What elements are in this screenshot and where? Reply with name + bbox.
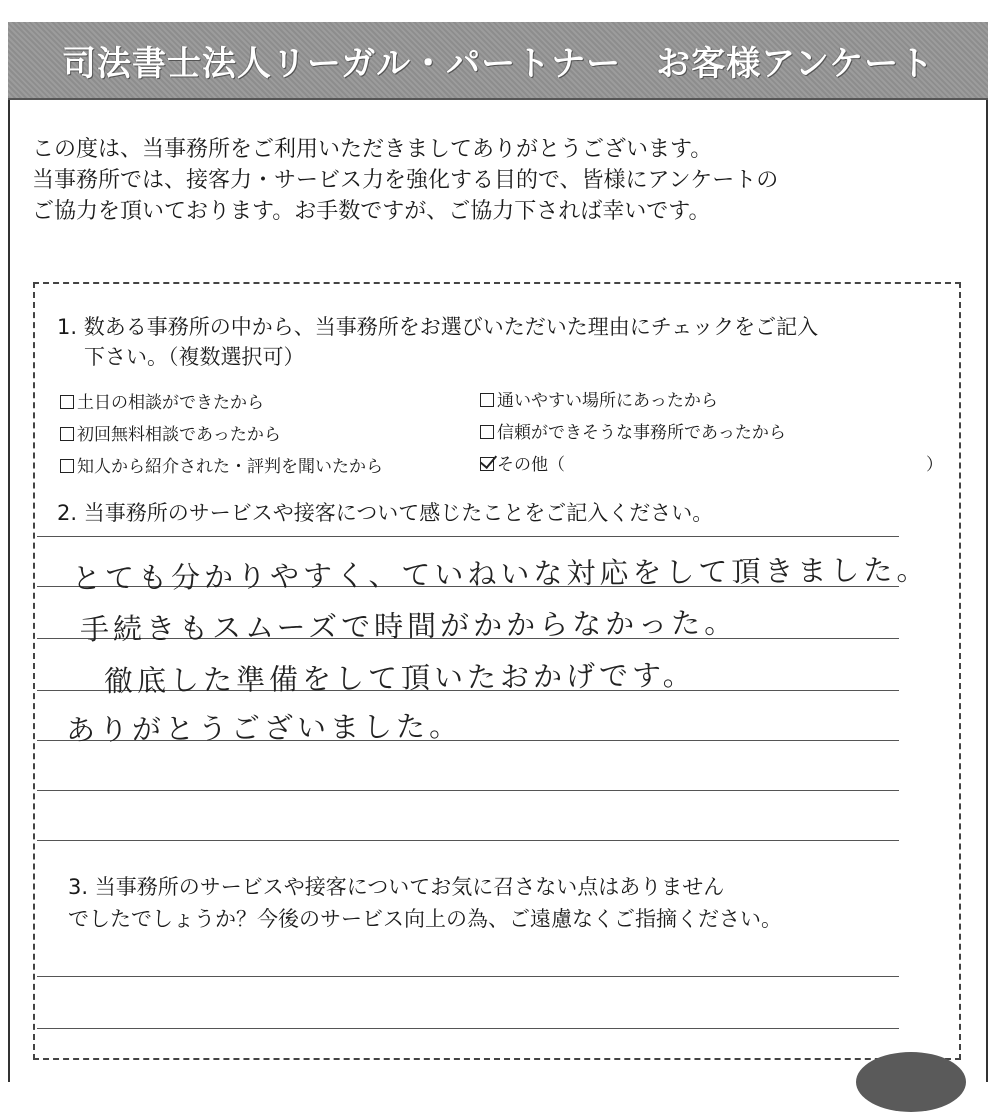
handwritten-answer-line: 徹底した準備をして頂いたおかげです。 bbox=[103, 657, 696, 699]
question-3-line-1: 3. 当事務所のサービスや接客についてお気に召さない点はありません bbox=[68, 875, 725, 899]
title-banner bbox=[8, 22, 988, 100]
option-label: 信頼ができそうな事務所であったから bbox=[497, 423, 786, 443]
writing-line bbox=[37, 1028, 899, 1029]
checkbox[interactable] bbox=[60, 395, 74, 409]
handwritten-answer-line: 手続きもスムーズで時間がかからなかった。 bbox=[79, 605, 738, 647]
intro-line: ご協力を頂いております。お手数ですが、ご協力下されば幸いです。 bbox=[32, 199, 711, 224]
writing-line bbox=[37, 840, 899, 841]
question-3-line-2: でしたでしょうか？今後のサービス向上の為、ご遠慮なくご指摘ください。 bbox=[68, 907, 782, 931]
handwritten-answer-line: ありがとうございました。 bbox=[65, 708, 463, 748]
checkbox[interactable] bbox=[60, 459, 74, 473]
option-convenient-location[interactable] bbox=[480, 386, 718, 411]
intro-line: この度は、当事務所をご利用いただきましてありがとうございます。 bbox=[32, 137, 713, 162]
option-label: 初回無料相談であったから bbox=[77, 425, 281, 445]
checkbox[interactable] bbox=[480, 393, 494, 407]
question-2-label: 2. 当事務所のサービスや接客について感じたことをご記入ください。 bbox=[57, 501, 714, 525]
option-label: 通いやすい場所にあったから bbox=[497, 391, 718, 411]
intro-text bbox=[32, 134, 952, 227]
option-other-close: ） bbox=[926, 455, 943, 475]
option-trustworthy[interactable] bbox=[480, 418, 786, 443]
option-free-consult[interactable] bbox=[60, 420, 281, 445]
option-label: 土日の相談ができたから bbox=[77, 393, 264, 413]
checkbox[interactable] bbox=[60, 427, 74, 441]
survey-title: 司法書士法人リーガル・パートナー お客様アンケート bbox=[61, 43, 935, 84]
handwritten-answer-line: とても分かりやすく、ていねいな対応をして頂きました。 bbox=[71, 552, 930, 596]
checkbox-checked[interactable] bbox=[480, 457, 494, 471]
option-label: その他（ bbox=[497, 455, 565, 475]
writing-line bbox=[37, 790, 899, 791]
option-other[interactable] bbox=[480, 450, 565, 475]
corner-stamp-shape bbox=[856, 1052, 966, 1112]
question-1-line-1: 1. 数ある事務所の中から、当事務所をお選びいただいた理由にチェックをご記入 bbox=[57, 315, 819, 339]
question-1-line-2: 下さい。（複数選択可） bbox=[84, 345, 305, 369]
option-label: 知人から紹介された・評判を聞いたから bbox=[77, 457, 383, 477]
option-referral[interactable] bbox=[60, 452, 383, 477]
writing-line bbox=[37, 536, 899, 537]
checkbox[interactable] bbox=[480, 425, 494, 439]
intro-line: 当事務所では、接客力・サービス力を強化する目的で、皆様にアンケートの bbox=[32, 168, 779, 193]
writing-line bbox=[37, 976, 899, 977]
option-weekend-consult[interactable] bbox=[60, 388, 264, 413]
